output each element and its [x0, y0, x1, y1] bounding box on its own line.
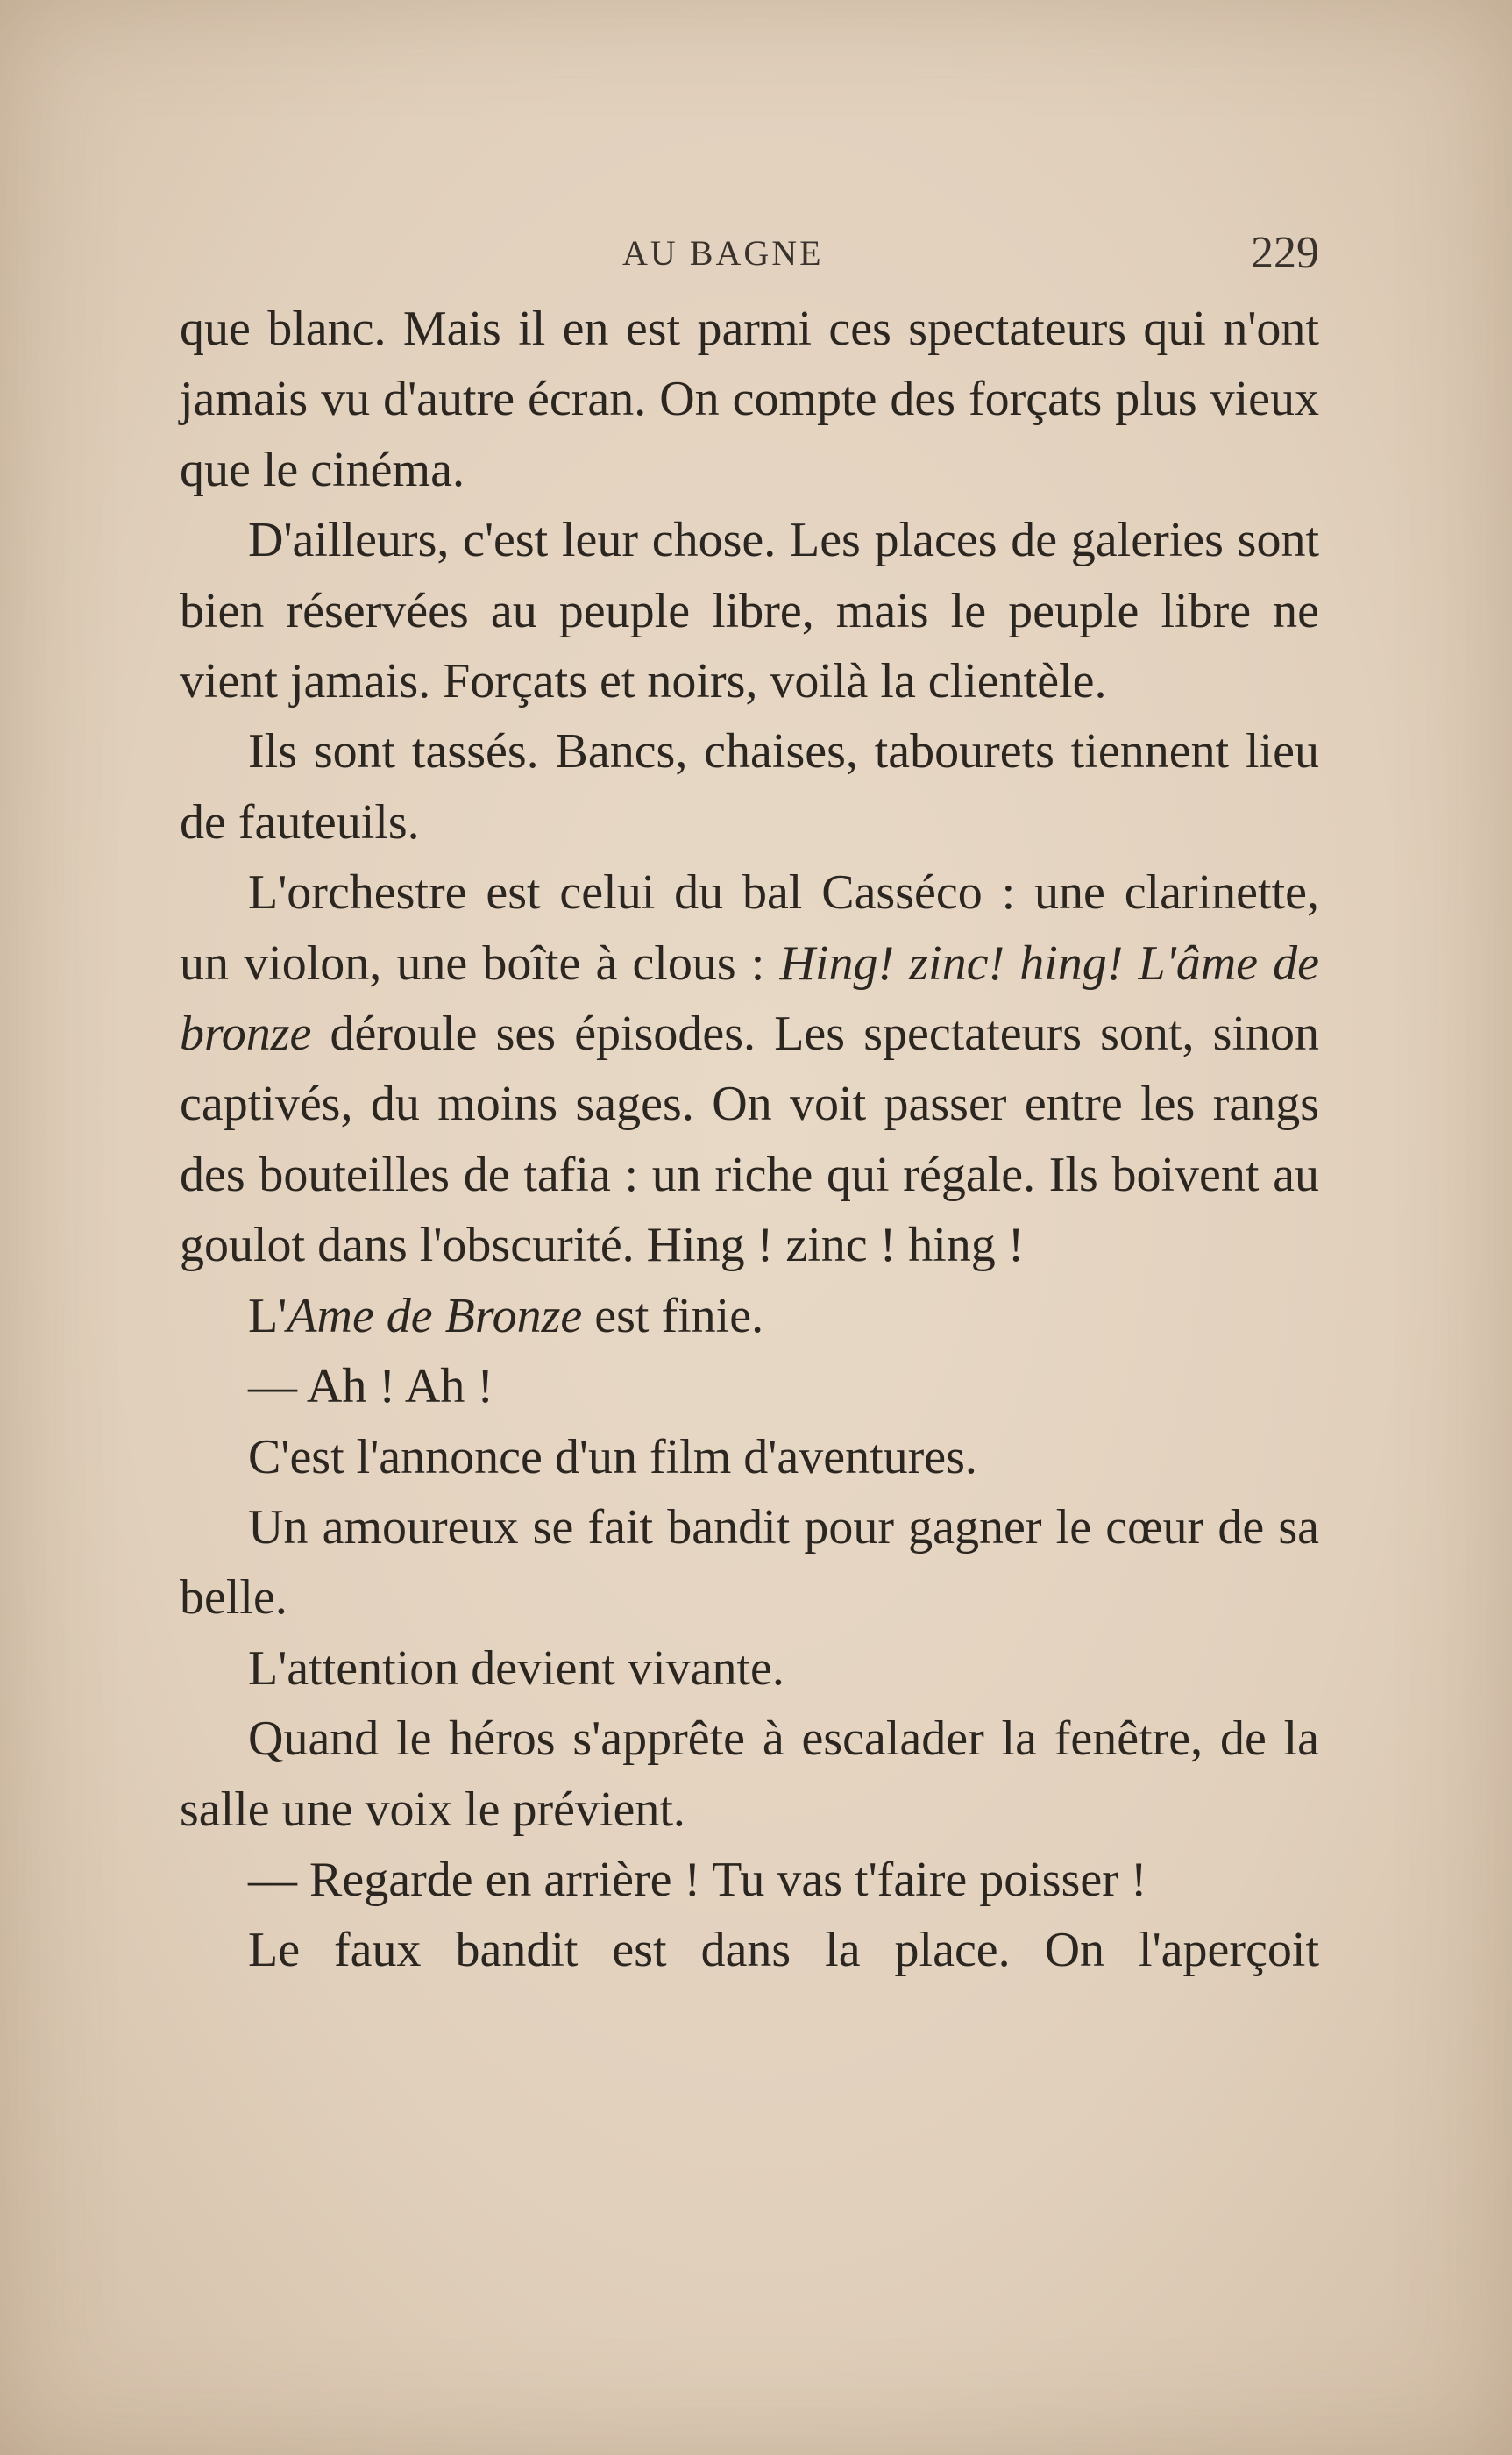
paragraph-5-part-2: est finie. [582, 1288, 764, 1343]
paragraph-6: — Ah ! Ah ! [248, 1359, 493, 1414]
paragraph-7: C'est l'annonce d'un film d'aventures. [248, 1429, 977, 1484]
paragraph-9: L'attention devient vivante. [248, 1640, 784, 1696]
paragraph-4-italic-1: Hing! zinc! hing! [779, 936, 1124, 991]
paragraph-3: Ils sont tassés. Bancs, chaises, tabourets tiennent lieu de fauteuils. [180, 724, 1319, 850]
paragraph-4-italic-2: L'âme de bronze [180, 936, 1320, 1062]
paragraph-4-part-1: L'orchestre est celui du bal Casséco : une clarinette, un violon, une boîte à clous : [180, 865, 1319, 991]
body-text [180, 294, 1319, 1986]
paragraph-5 [180, 1281, 1319, 1351]
paragraph-12: Le faux bandit est dans la place. On l'aperçoit [248, 1923, 1319, 1978]
paragraph-4-part-3: déroule ses épisodes. Les spectateurs sont, sinon captivés, du moins sages. On voit passer entre les rangs des bouteilles de tafia : un riche qui régale. Ils boivent au goulot dans l'obscurité. Hing ! zinc ! hing ! [180, 1007, 1319, 1273]
paragraph-4-part-2 [1123, 936, 1138, 991]
paragraph-10: Quand le héros s'apprête à escalader la fenêtre, de la salle une voix le prévient. [180, 1711, 1319, 1837]
paragraph-4 [180, 857, 1319, 1280]
paragraph-8: Un amoureux se fait bandit pour gagner le cœur de sa belle. [180, 1499, 1319, 1626]
paragraph-11: — Regarde en arrière ! Tu vas t'faire poisser ! [248, 1852, 1147, 1907]
paragraph-5-part-1: L' [248, 1288, 287, 1343]
paragraph-1: que blanc. Mais il en est parmi ces spectateurs qui n'ont jamais vu d'autre écran. On compte des forçats plus vieux que le cinéma. [180, 302, 1319, 497]
paragraph-5-italic: Ame de Bronze [287, 1288, 583, 1343]
page-header [180, 228, 1319, 285]
paragraph-2: D'ailleurs, c'est leur chose. Les places de galeries sont bien réservées au peuple libre, mais le peuple libre ne vient jamais. Forçats et noirs, voilà la clientèle. [180, 513, 1319, 709]
running-title: AU BAGNE [622, 233, 824, 273]
page-number: 229 [1251, 228, 1319, 278]
